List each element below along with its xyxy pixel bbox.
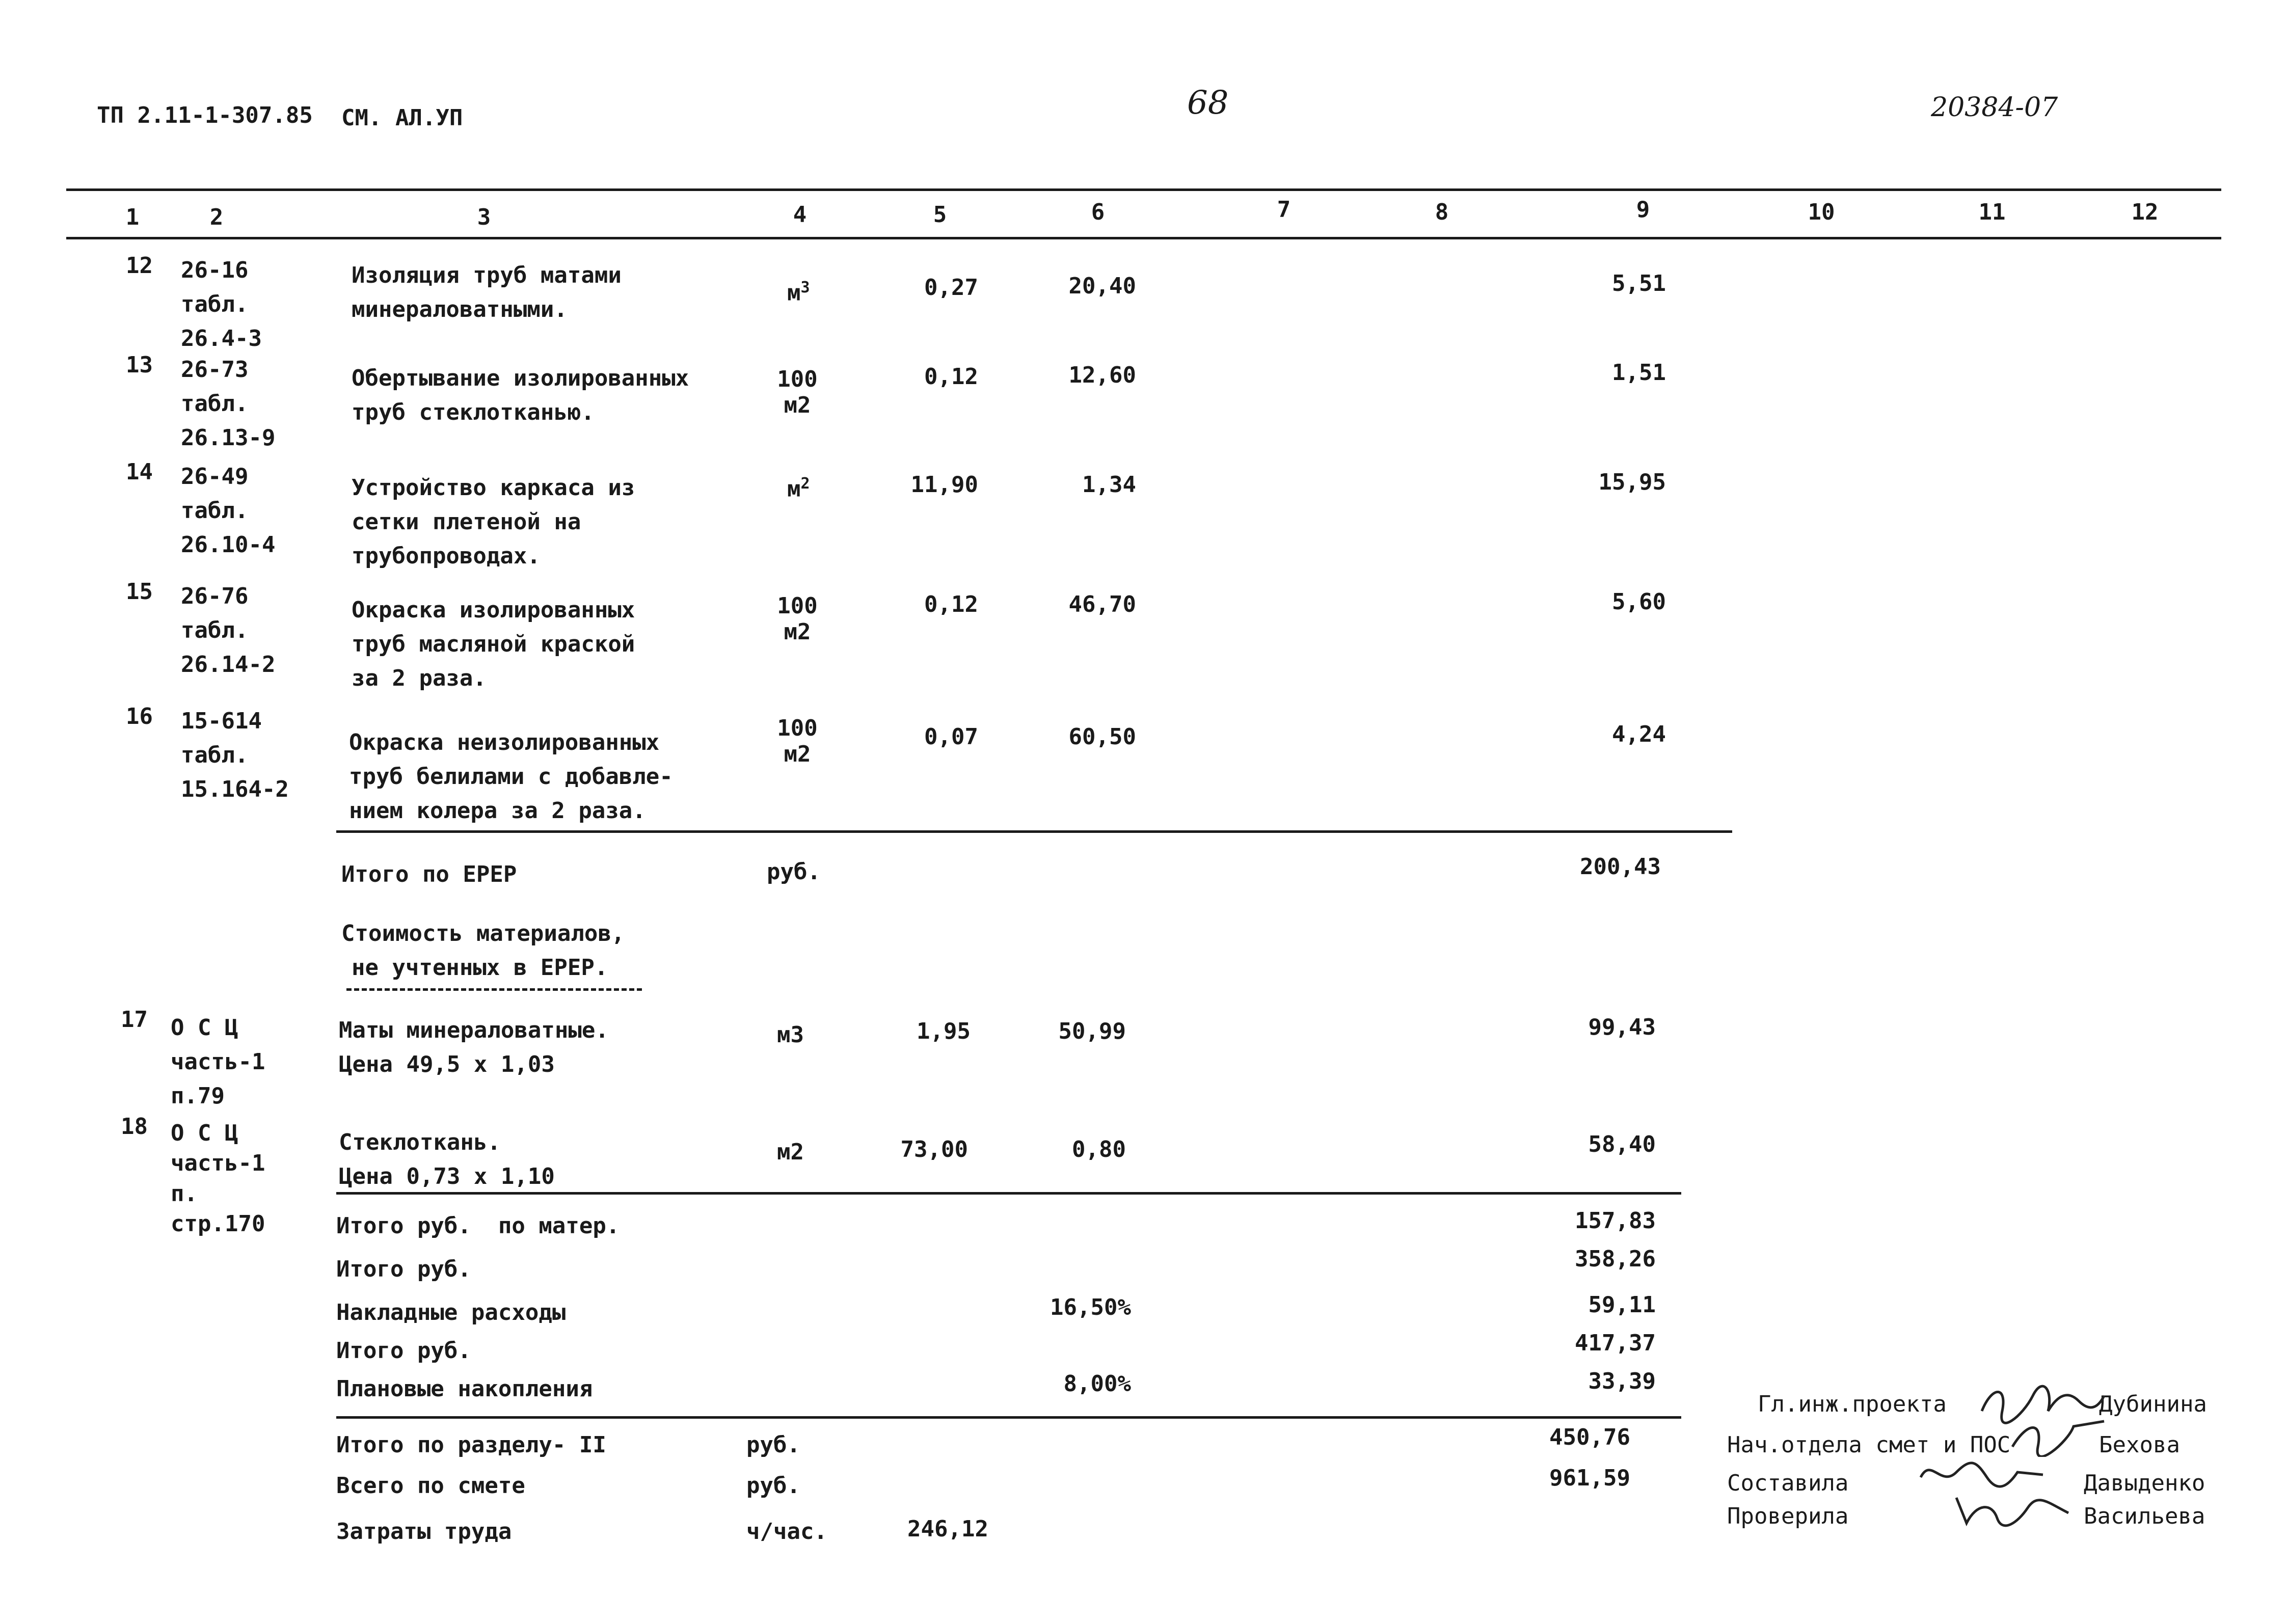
header-bottom-rule: [66, 237, 2221, 239]
material-name: Маты минераловатные. Цена 49,5 х 1,03: [339, 1017, 609, 1077]
column-header: 4: [793, 202, 807, 228]
quantity: 0,12: [924, 364, 978, 390]
section-total-label: Затраты труда: [336, 1519, 512, 1545]
row-number: 15: [126, 579, 153, 605]
unit-price: 46,70: [1068, 591, 1136, 617]
total-cost: 15,95: [1598, 469, 1666, 495]
column-header: 5: [933, 202, 947, 228]
total-cost: 5,51: [1612, 270, 1666, 296]
summary-label: Плановые накопления: [336, 1376, 593, 1402]
rate-code: О С Ц часть-1 п.79: [171, 1015, 265, 1109]
unit-price: 20,40: [1068, 273, 1136, 299]
unit-price: 1,34: [1082, 472, 1136, 498]
total-cost: 99,43: [1588, 1014, 1656, 1040]
section-total-label: Итого по разделу- II: [336, 1432, 606, 1458]
total-cost: 1,51: [1612, 360, 1666, 386]
unit-price: 12,60: [1068, 362, 1136, 388]
summary-label: Итого руб.: [336, 1338, 471, 1364]
rate-code: 15-614 табл. 15.164-2: [181, 708, 289, 802]
work-name: Изоляция труб матами минераловатными.: [352, 262, 622, 322]
signature-name: Васильева: [2084, 1503, 2205, 1529]
labor-hours: 246,12: [907, 1516, 988, 1542]
unit: м2: [777, 1139, 804, 1165]
quantity: 73,00: [900, 1136, 968, 1162]
summary-label: Итого руб.: [336, 1256, 471, 1282]
column-header: 10: [1808, 199, 1835, 225]
page-number: 68: [1187, 84, 1229, 122]
subtotal-rule: [336, 830, 1732, 833]
unit-price: 60,50: [1068, 724, 1136, 750]
subtotal-total: 200,43: [1580, 854, 1661, 880]
rate-code: 26-76 табл. 26.14-2: [181, 583, 276, 678]
section-total-unit: ч/час.: [746, 1519, 827, 1545]
unit-price: 0,80: [1072, 1136, 1126, 1162]
work-name: Окраска неизолированных труб белилами с добавле- нием колера за 2 раза.: [349, 729, 673, 824]
row-number: 14: [126, 459, 153, 485]
quantity: 0,12: [924, 591, 978, 617]
work-name: Устройство каркаса из сетки плетеной на трубопроводах.: [352, 475, 635, 569]
section-total-value: 450,76: [1549, 1424, 1630, 1450]
signature-role: Проверила: [1727, 1503, 1849, 1529]
column-header: 9: [1636, 197, 1650, 223]
unit-price: 50,99: [1058, 1018, 1126, 1044]
unit: $м^3$: [787, 279, 810, 306]
summary-total: 33,39: [1588, 1368, 1656, 1394]
signature-scribble-icon: [1951, 1487, 2074, 1533]
unit: $м^2$: [787, 475, 810, 502]
rate-code: 26-73 табл. 26.13-9: [181, 357, 276, 451]
subtotal-unit: руб.: [767, 859, 821, 885]
column-header: 11: [1978, 199, 2006, 225]
signature-name: Давыденко: [2084, 1470, 2205, 1496]
unit: м3: [777, 1022, 804, 1048]
row-number: 16: [126, 703, 153, 729]
unit: 100 м2: [777, 366, 818, 418]
table-top-rule: [66, 188, 2221, 191]
row-number: 17: [121, 1007, 148, 1033]
column-header: 8: [1435, 199, 1449, 225]
quantity: 1,95: [917, 1018, 971, 1044]
row-number: 12: [126, 253, 153, 279]
summary-percent: 16,50%: [1050, 1294, 1131, 1320]
unit: 100 м2: [777, 715, 818, 767]
summary-percent: 8,00%: [1063, 1371, 1131, 1397]
summary-total: 59,11: [1588, 1292, 1656, 1318]
row-number: 18: [121, 1114, 148, 1140]
signature-role: Составила: [1727, 1470, 1849, 1496]
section-total-label: Всего по смете: [336, 1473, 525, 1499]
signature-role: Нач.отдела смет и ПОС: [1727, 1432, 2011, 1458]
summary-total: 358,26: [1575, 1246, 1656, 1272]
column-header: 6: [1091, 199, 1105, 225]
summary-label: Накладные расходы: [336, 1300, 566, 1325]
summary-total: 417,37: [1575, 1330, 1656, 1356]
summary-total: 157,83: [1575, 1208, 1656, 1234]
unit: 100 м2: [777, 593, 818, 645]
archive-number: 20384-07: [1931, 92, 2058, 123]
quantity: 0,07: [924, 724, 978, 750]
section-total-rule: [336, 1416, 1681, 1419]
signature-role: Гл.инж.проекта: [1758, 1391, 1947, 1417]
section-total-value: 961,59: [1549, 1465, 1630, 1491]
signature-scribble-icon: [2007, 1416, 2109, 1457]
summary-label: Итого руб. по матер.: [336, 1213, 620, 1239]
section-total-unit: руб.: [746, 1432, 800, 1458]
material-name: Стеклоткань. Цена 0,73 х 1,10: [339, 1129, 555, 1189]
row-number: 13: [126, 352, 153, 378]
work-name: Обертывание изолированных труб стеклотканью.: [352, 365, 689, 425]
column-header: 12: [2131, 199, 2159, 225]
section-total-unit: руб.: [746, 1473, 800, 1499]
work-name: Окраска изолированных труб масляной краской за 2 раза.: [352, 597, 635, 691]
subtotal-label: Итого по ЕРЕР: [341, 861, 517, 887]
signature-name: Бехова: [2099, 1432, 2180, 1458]
quantity: 11,90: [910, 472, 978, 498]
quantity: 0,27: [924, 275, 978, 301]
materials-total-rule: [336, 1192, 1681, 1195]
column-header: 1: [125, 204, 140, 230]
album-reference: СМ. АЛ.УП: [341, 105, 463, 131]
rate-code: 26-16 табл. 26.4-3: [181, 257, 262, 351]
rate-code: О С Ц часть-1 п. стр.170: [171, 1120, 265, 1237]
materials-heading: Стоимость материалов, не учтенных в ЕРЕР.: [341, 921, 625, 981]
total-cost: 5,60: [1612, 589, 1666, 615]
signature-name: Дубинина: [2099, 1391, 2207, 1417]
rate-code: 26-49 табл. 26.10-4: [181, 464, 276, 558]
total-cost: 4,24: [1612, 721, 1666, 747]
doc-code: ТП 2.11-1-307.85: [97, 102, 313, 128]
total-cost: 58,40: [1588, 1131, 1656, 1157]
column-header: 3: [477, 204, 491, 230]
heading-underline: [346, 988, 642, 991]
column-header: 7: [1277, 197, 1291, 223]
column-header: 2: [209, 204, 224, 230]
